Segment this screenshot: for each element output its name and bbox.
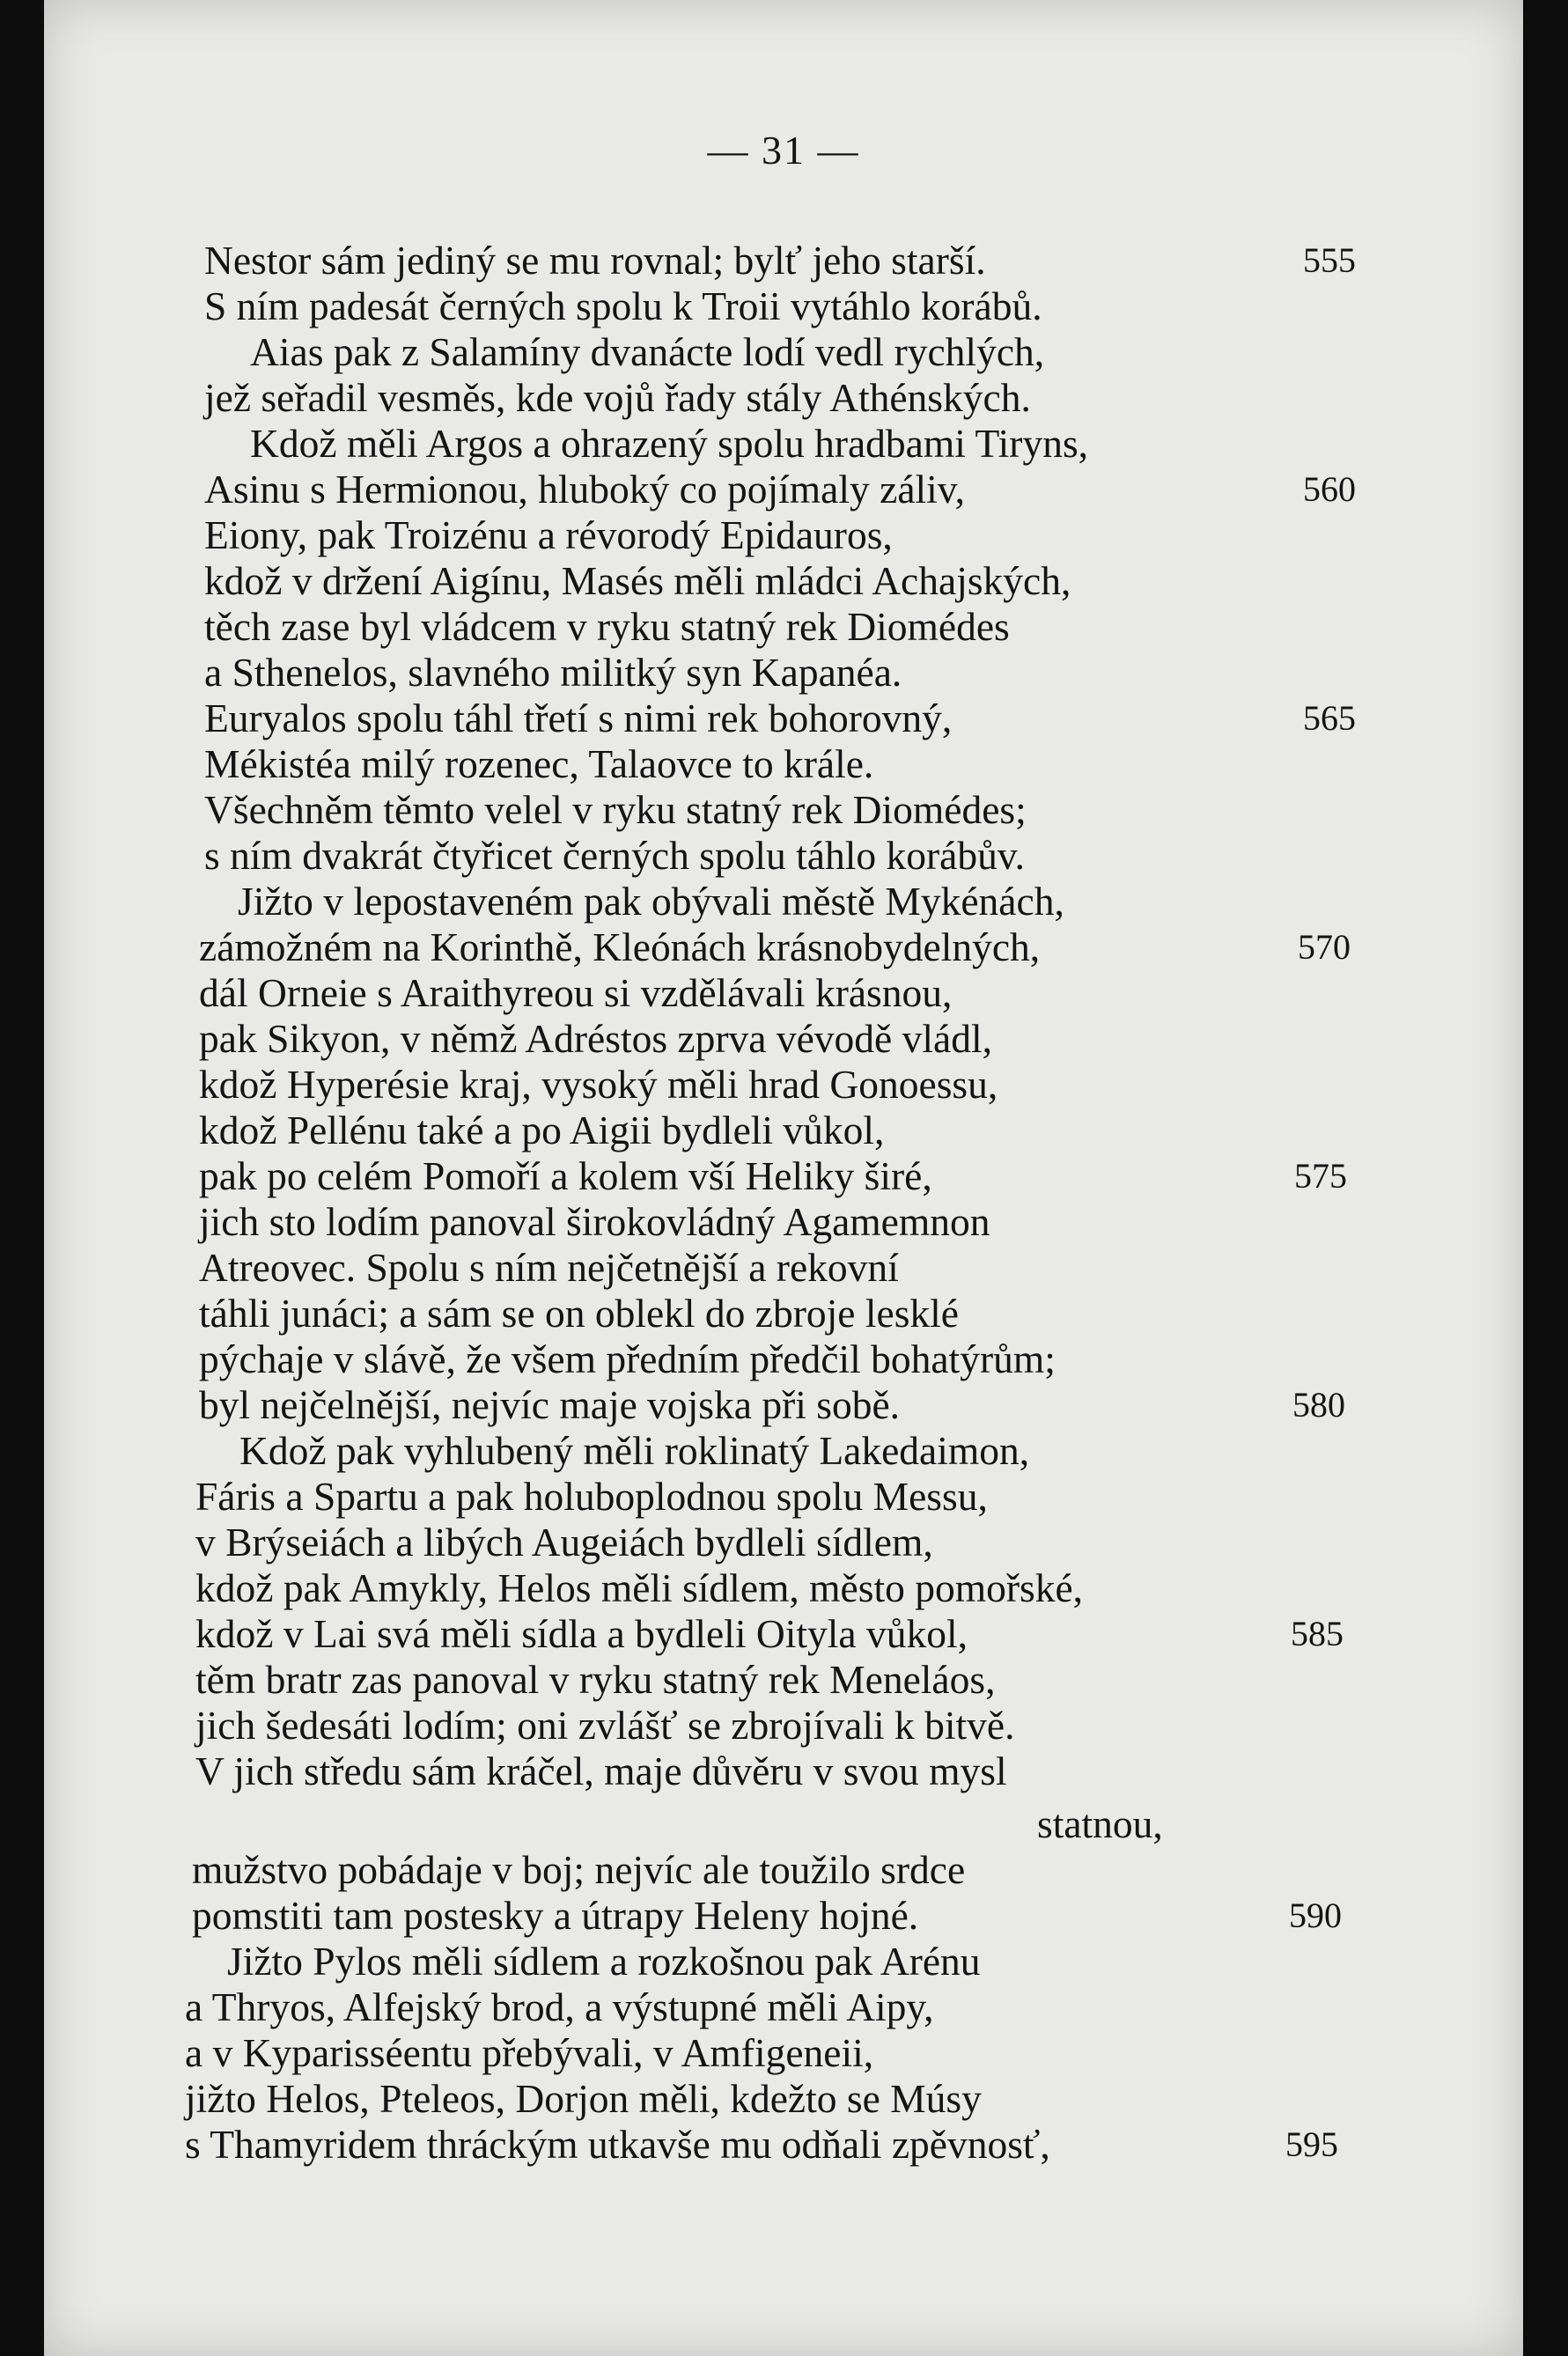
- verse-line: kdož v držení Aigínu, Masés měli mládci Achajských,: [204, 558, 1071, 603]
- verse-line: Euryalos spolu táhl třetí s nimi rek bohorovný,: [204, 696, 953, 740]
- verse-line: jich sto lodím panoval širokovládný Agamemnon: [199, 1199, 990, 1244]
- verse-line: kdož Pellénu také a po Aigii bydleli vůkol,: [199, 1108, 885, 1152]
- verse-line: Nestor sám jediný se mu rovnal; bylť jeho starší.: [204, 238, 986, 283]
- book-page: [44, 0, 1523, 2356]
- verse-line: Atreovec. Spolu s ním nejčetnější a rekovní: [199, 1245, 899, 1290]
- verse-line: Aias pak z Salamíny dvanácte lodí vedl rychlých,: [250, 329, 1045, 374]
- verse-number: 560: [1303, 469, 1356, 509]
- verse-line: Asinu s Hermionou, hluboký co pojímaly záliv,: [204, 467, 965, 512]
- verse-line: pak Sikyon, v němž Adréstos zprva vévodě vládl,: [199, 1016, 992, 1061]
- verse-line: a Thryos, Alfejský brod, a výstupné měli Aipy,: [185, 1984, 934, 2029]
- verse-line: Eiony, pak Troizénu a révorodý Epidauros,: [204, 512, 893, 557]
- verse-number: 595: [1285, 2124, 1338, 2164]
- verse-number: 565: [1303, 698, 1356, 738]
- verse-line: těch zase byl vládcem v ryku statný rek Diomédes: [204, 604, 1010, 649]
- verse-line: jich šedesáti lodím; oni zvlášť se zbrojívali k bitvě.: [195, 1703, 1015, 1748]
- verse-number: 590: [1289, 1896, 1342, 1935]
- verse-line: V jich středu sám kráčel, maje důvěru v svou mysl: [195, 1749, 1007, 1793]
- verse-line: kdož v Lai svá měli sídla a bydleli Oityla vůkol,: [195, 1611, 968, 1656]
- verse-line: pak po celém Pomoří a kolem vší Heliky širé,: [199, 1153, 932, 1198]
- verse-line: zámožném na Korinthě, Kleónách krásnobydelných,: [199, 924, 1041, 969]
- verse-line: Kdož pak vyhlubený měli roklinatý Lakedaimon,: [239, 1428, 1030, 1473]
- verse-line: s ním dvakrát čtyřicet černých spolu táhlo korábův.: [204, 833, 1026, 878]
- verse-line: Všechněm těmto velel v ryku statný rek Diomédes;: [204, 787, 1027, 832]
- verse-line: S ním padesát černých spolu k Troii vytáhlo korábů.: [204, 283, 1042, 328]
- verse-line: jež seřadil vesměs, kde vojů řady stály Athénských.: [204, 375, 1031, 420]
- verse-line: pomstiti tam postesky a útrapy Heleny hojné.: [192, 1893, 919, 1938]
- page-number: — 31 —: [707, 128, 860, 173]
- verse-line: pýchaje v slávě, že všem předním předčil bohatýrům;: [199, 1336, 1056, 1381]
- verse-line: táhli junáci; a sám se on oblekl do zbroje lesklé: [199, 1291, 959, 1336]
- verse-line: v Brýseiách a libých Augeiách bydleli sídlem,: [195, 1520, 933, 1565]
- verse-number: 570: [1298, 927, 1351, 967]
- verse-number: 580: [1292, 1385, 1345, 1425]
- verse-line: dál Orneie s Araithyreou si vzdělávali krásnou,: [199, 970, 953, 1015]
- verse-line: Jižto v lepostaveném pak obývali městě Mykénách,: [238, 879, 1064, 924]
- verse-line: s Thamyridem thráckým utkavše mu odňali zpěvnosť,: [185, 2122, 1050, 2167]
- verse-line: Jižto Pylos měli sídlem a rozkošnou pak Arénu: [227, 1939, 981, 1984]
- verse-line: mužstvo pobádaje v boj; nejvíc ale toužilo srdce: [192, 1847, 966, 1892]
- verse-line: kdož pak Amykly, Helos měli sídlem, město pomořské,: [195, 1565, 1084, 1610]
- verse-number: 585: [1291, 1614, 1343, 1653]
- verse-number: 555: [1303, 240, 1356, 280]
- verse-line: Fáris a Spartu a pak holuboplodnou spolu Messu,: [195, 1474, 988, 1519]
- verse-line-continuation: statnou,: [1037, 1801, 1163, 1846]
- verse-number: 575: [1294, 1156, 1347, 1196]
- verse-line: těm bratr zas panoval v ryku statný rek Meneláos,: [195, 1657, 996, 1702]
- poem-text: [44, 0, 1523, 2356]
- verse-line: jižto Helos, Pteleos, Dorjon měli, kdežto se Músy: [185, 2076, 982, 2121]
- verse-line: a Sthenelos, slavného militký syn Kapanéa.: [204, 650, 902, 695]
- verse-line: byl nejčelnější, nejvíc maje vojska při sobě.: [199, 1382, 901, 1427]
- verse-line: Kdož měli Argos a ohrazený spolu hradbami Tiryns,: [250, 421, 1089, 466]
- verse-line: Mékistéa milý rozenec, Talaovce to krále.: [204, 741, 874, 786]
- verse-line: a v Kyparisséentu přebývali, v Amfigeneii,: [185, 2030, 874, 2075]
- verse-line: kdož Hyperésie kraj, vysoký měli hrad Gonoessu,: [199, 1062, 998, 1107]
